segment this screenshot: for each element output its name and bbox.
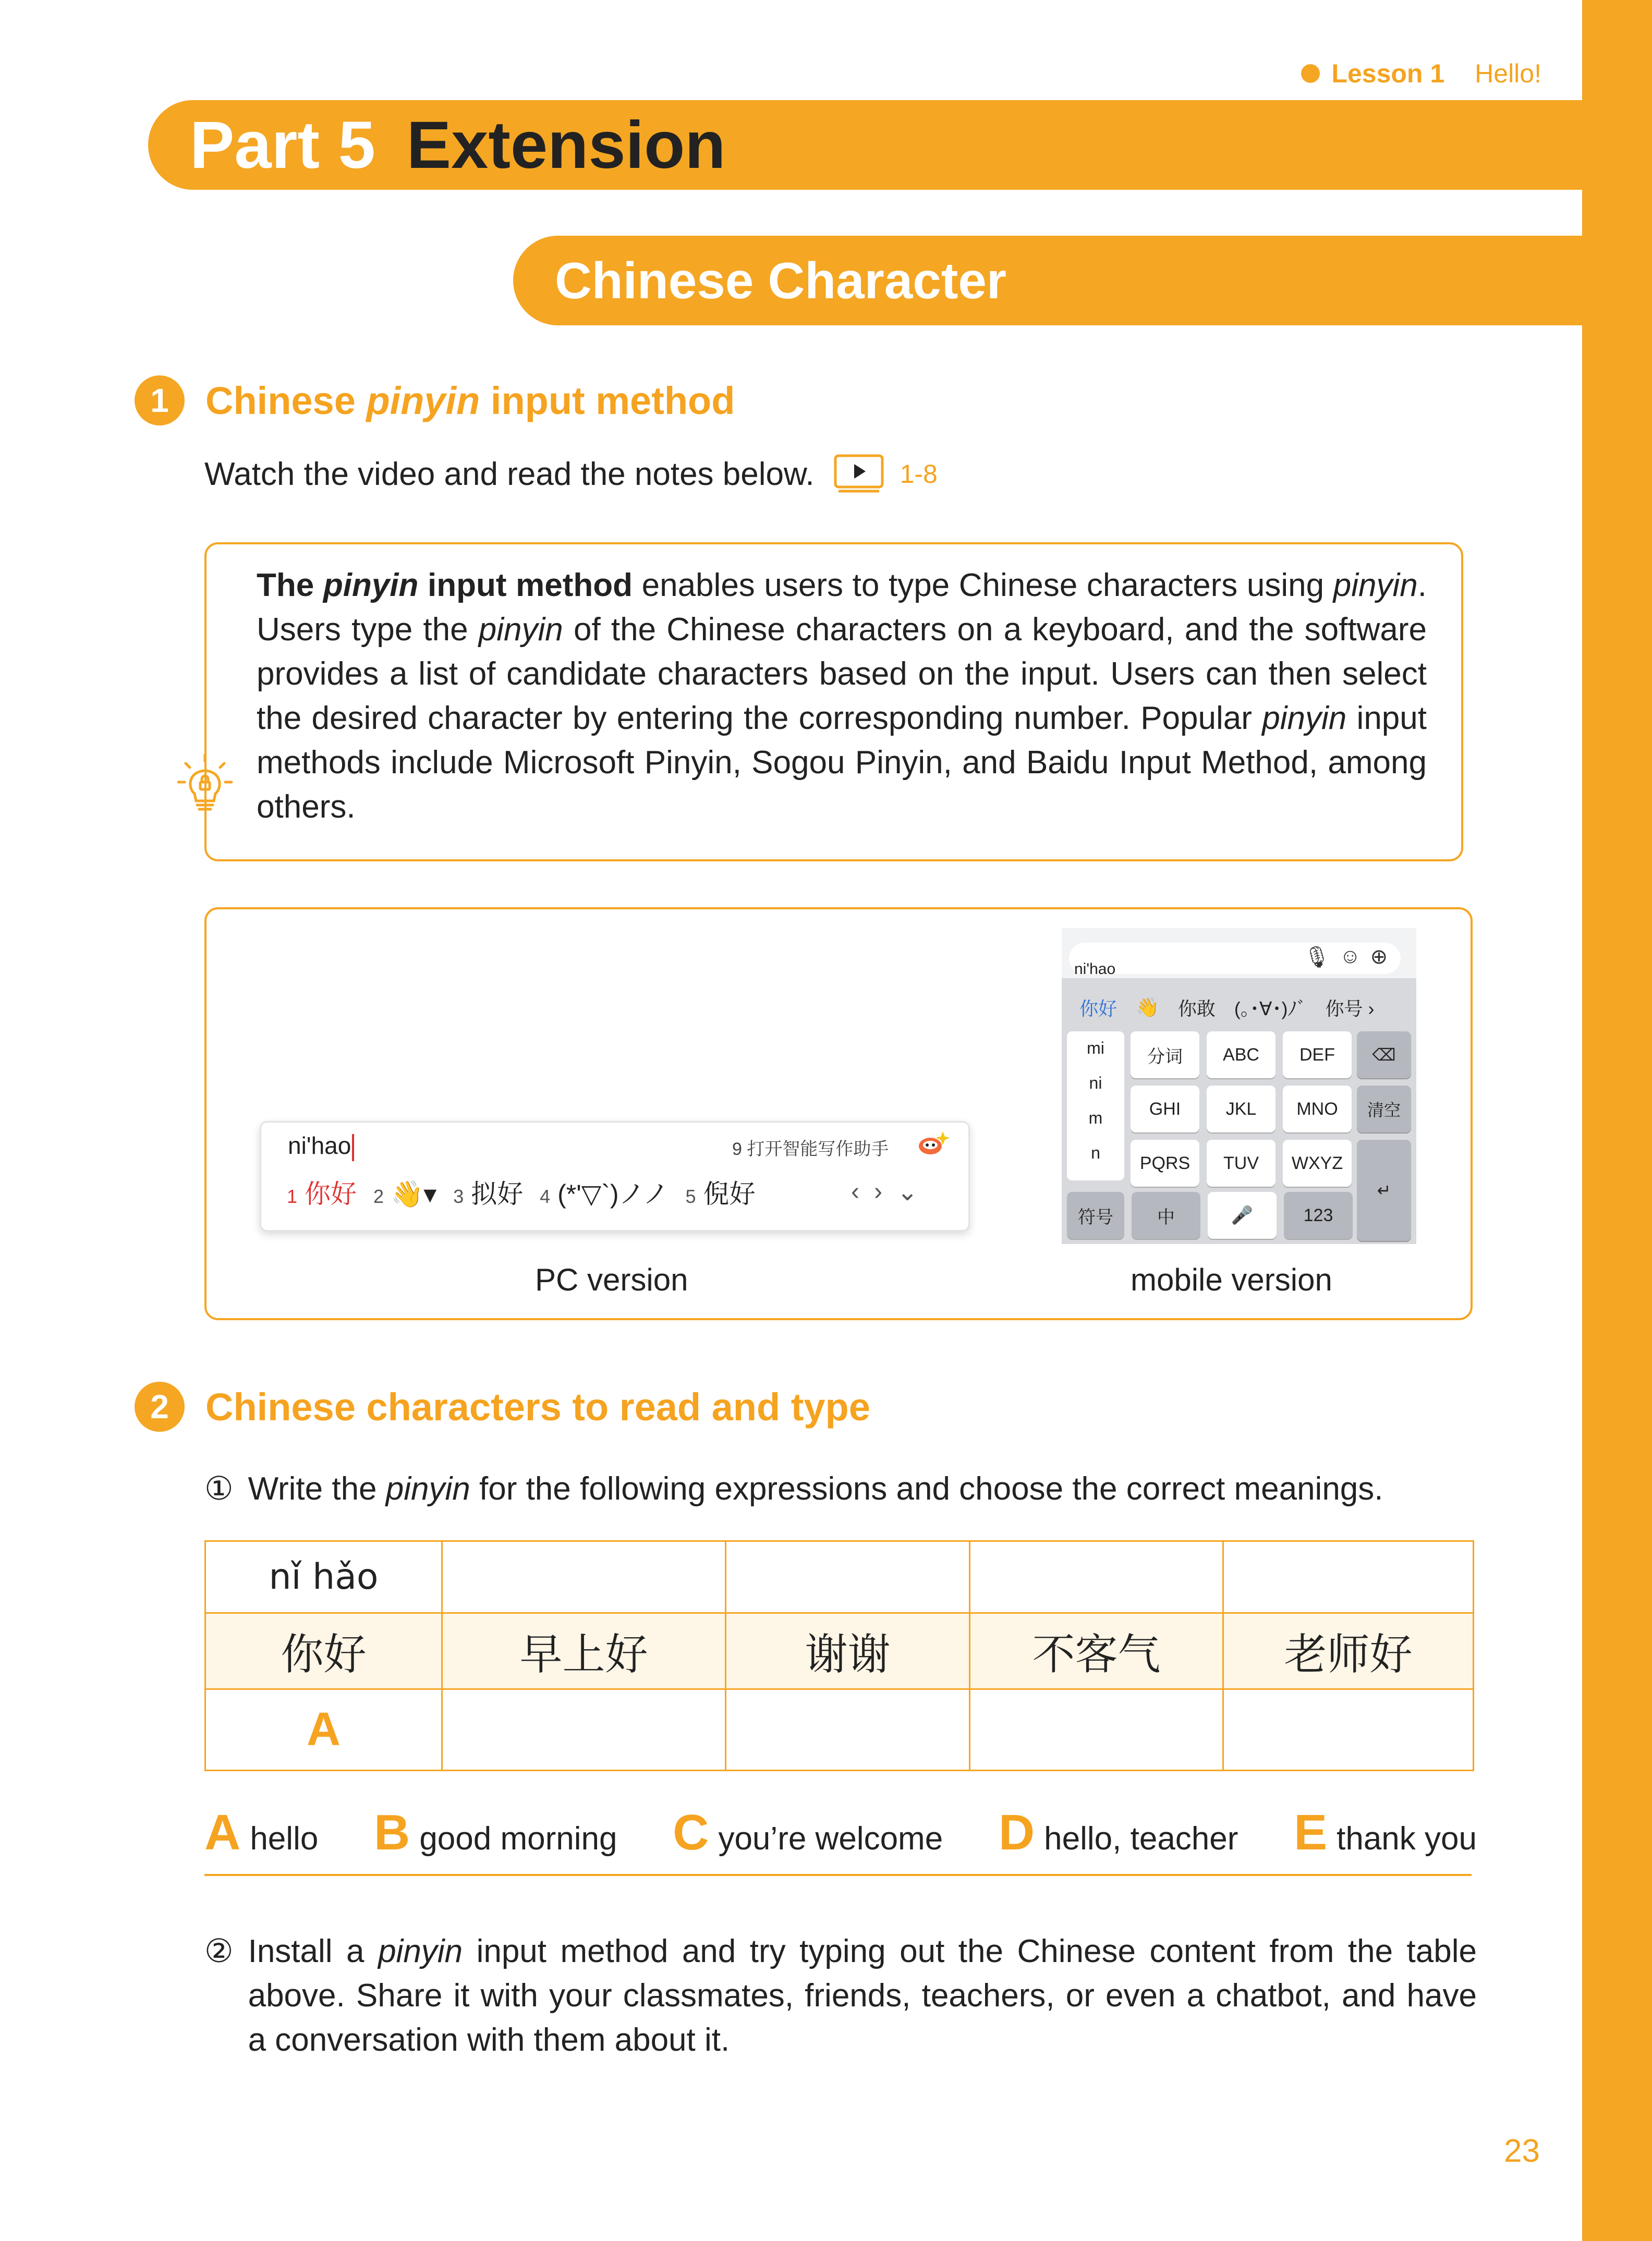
pc-version-caption: PC version — [535, 1262, 688, 1297]
answer-cell[interactable] — [442, 1689, 726, 1771]
note-bold-italic: pinyin — [323, 567, 419, 603]
answers-row — [205, 1689, 1474, 1771]
space-microphone-key[interactable]: 🎤 — [1208, 1192, 1277, 1239]
choice-letter: D — [998, 1805, 1035, 1860]
candidate-text: 你好 — [304, 1179, 357, 1209]
chevron-down-icon[interactable]: ⌄ — [896, 1178, 918, 1206]
page-number: 23 — [1504, 2133, 1540, 2169]
note-italic: pinyin — [478, 612, 563, 648]
chevron-right-icon[interactable]: › — [873, 1178, 882, 1205]
symbol-key[interactable]: 符号 — [1067, 1192, 1124, 1239]
note-italic: pinyin — [1262, 700, 1347, 736]
pinyin-cell[interactable] — [726, 1541, 970, 1613]
candidate-text: 倪好 — [703, 1179, 756, 1209]
mobile-candidate[interactable]: 你号 › — [1325, 997, 1375, 1019]
instruction-line — [204, 454, 938, 494]
text-cursor — [352, 1134, 354, 1161]
question-2-text — [248, 1929, 1477, 2062]
choice-text: good morning — [419, 1821, 617, 1857]
character-cell: 老师好 — [1223, 1613, 1474, 1689]
candidate-item[interactable] — [287, 1173, 357, 1211]
title-italic-text: pinyin — [366, 379, 480, 422]
candidate-item[interactable] — [540, 1173, 669, 1211]
clear-key[interactable]: 清空 — [1357, 1086, 1411, 1132]
instruction-text: Watch the video and read the notes below. — [204, 456, 815, 492]
character-cell: 你好 — [205, 1613, 442, 1689]
question-text: for the following expressions and choose the correct meanings. — [470, 1471, 1383, 1507]
answer-cell[interactable]: A — [205, 1689, 442, 1771]
divider-line — [204, 1874, 1472, 1876]
question-text: Install a — [248, 1933, 379, 1969]
note-text-run: of the Chinese characters on a keyboard, and the software provides a list of candidate characters based on the input. Users can then select the desired character by entering the corresponding number. Popular — [257, 612, 1427, 736]
section-title: Chinese Character — [555, 251, 1007, 309]
pc-assist-text[interactable]: 9 打开智能写作助手 — [732, 1139, 889, 1159]
candidate-index: 4 — [540, 1186, 551, 1207]
key[interactable]: ABC — [1207, 1031, 1276, 1078]
running-header — [1301, 58, 1541, 89]
section-number-badge: 1 — [135, 375, 185, 425]
choice-text: you’re welcome — [718, 1821, 943, 1857]
mobile-candidate[interactable]: (｡･∀･)ﾉﾞ — [1234, 997, 1307, 1019]
mobile-pinyin-options — [1067, 1031, 1124, 1180]
choice-letter: B — [373, 1805, 410, 1860]
pinyin-option[interactable]: mi — [1087, 1039, 1104, 1057]
candidate-index: 1 — [287, 1186, 298, 1207]
note-italic: pinyin — [1333, 567, 1418, 603]
note-text — [257, 563, 1427, 829]
pc-ime-input — [288, 1131, 354, 1161]
section-2-heading — [135, 1382, 870, 1432]
question-marker: ② — [204, 1933, 234, 1969]
chevron-left-icon[interactable]: ‹ — [851, 1178, 859, 1205]
choice-text: thank you — [1337, 1821, 1477, 1857]
choice-text: hello, teacher — [1044, 1821, 1238, 1857]
question-marker: ① — [204, 1471, 234, 1507]
candidate-text: 拟好 — [471, 1179, 524, 1209]
section-1-heading — [135, 375, 735, 425]
answer-cell[interactable] — [1223, 1689, 1474, 1771]
section-1-title — [205, 379, 735, 423]
lesson-label: Lesson 1 — [1331, 59, 1445, 88]
question-1 — [204, 1469, 1383, 1507]
pinyin-cell[interactable]: nǐ hǎo — [205, 1541, 442, 1613]
mobile-candidate[interactable]: 👋 — [1136, 996, 1159, 1018]
question-2 — [204, 1929, 1477, 2062]
candidate-index: 5 — [685, 1186, 696, 1207]
mobile-candidate-bar — [1062, 985, 1416, 1029]
note-bold: input method — [418, 567, 633, 603]
mobile-function-keys — [1357, 1031, 1411, 1241]
key[interactable]: DEF — [1283, 1031, 1352, 1078]
answer-cell[interactable] — [726, 1689, 970, 1771]
assistant-icon[interactable] — [914, 1128, 950, 1160]
plus-icon[interactable]: ⊕ — [1370, 945, 1388, 968]
note-text-run: input methods include Microsoft Pinyin, Sogou Pinyin, and Baidu Input Method, among others. — [257, 700, 1427, 825]
choice-item — [673, 1804, 943, 1861]
mobile-version-caption: mobile version — [1131, 1262, 1332, 1297]
bullet-dot-icon — [1301, 64, 1320, 83]
emoji-icon[interactable]: ☺ — [1339, 945, 1361, 968]
mobile-typed-text: ni'hao — [1074, 960, 1116, 978]
choice-text: hello — [250, 1821, 319, 1857]
key[interactable]: WXYZ — [1283, 1140, 1352, 1187]
lesson-title: Hello! — [1475, 59, 1541, 88]
mobile-bottom-row — [1067, 1192, 1353, 1239]
answer-cell[interactable] — [970, 1689, 1223, 1771]
choice-item — [374, 1804, 617, 1861]
choice-letter: E — [1294, 1805, 1328, 1860]
candidate-item[interactable] — [373, 1179, 436, 1210]
characters-row — [205, 1613, 1474, 1689]
mobile-key-grid — [1131, 1031, 1352, 1187]
pinyin-option[interactable]: ni — [1089, 1074, 1102, 1092]
key[interactable]: MNO — [1283, 1086, 1352, 1132]
microphone-icon[interactable]: 🎙 — [1304, 946, 1330, 969]
title-text: Chinese — [205, 379, 367, 422]
character-cell: 谢谢 — [726, 1613, 970, 1689]
candidate-text: 👋▾ — [391, 1179, 437, 1209]
title-text: input method — [480, 379, 735, 422]
pc-candidate-nav — [851, 1177, 918, 1207]
enter-key[interactable]: ↵ — [1357, 1140, 1411, 1241]
candidate-item[interactable] — [453, 1173, 523, 1211]
video-play-icon[interactable] — [833, 454, 884, 494]
mobile-candidate[interactable]: 你好 — [1079, 997, 1117, 1019]
meaning-choices — [204, 1804, 1477, 1861]
mobile-top-icons — [1304, 945, 1388, 969]
lightbulb-icon — [176, 753, 234, 813]
side-color-band — [1582, 0, 1652, 2241]
pinyin-option[interactable]: m — [1088, 1109, 1103, 1127]
choice-letter: C — [673, 1805, 709, 1860]
mobile-candidate[interactable]: 你敢 — [1177, 997, 1216, 1019]
note-text-run: enables users to type Chinese characters using — [633, 567, 1333, 603]
question-italic: pinyin — [378, 1933, 463, 1969]
video-reference[interactable]: 1-8 — [900, 459, 938, 489]
note-text-run: . Users type the — [257, 567, 1427, 648]
key[interactable]: GHI — [1131, 1086, 1199, 1132]
choice-letter: A — [204, 1805, 241, 1860]
candidate-text: (*'▽`)ノノ — [557, 1179, 669, 1209]
key[interactable]: 分词 — [1131, 1031, 1199, 1078]
note-bold: The — [257, 567, 323, 603]
candidate-index: 2 — [373, 1186, 384, 1207]
part-title: Extension — [406, 107, 726, 182]
part-number: Part 5 — [190, 107, 375, 182]
pinyin-option[interactable]: n — [1091, 1143, 1100, 1162]
section-banner — [513, 236, 1582, 325]
candidate-index: 3 — [453, 1186, 464, 1207]
question-text: Write the — [248, 1471, 386, 1507]
pinyin-row — [205, 1541, 1474, 1613]
pc-input-text: ni'hao — [288, 1132, 351, 1159]
chinese-toggle-key[interactable]: 中 — [1132, 1192, 1200, 1239]
pc-candidate-list — [287, 1173, 755, 1211]
key[interactable]: JKL — [1207, 1086, 1276, 1132]
backspace-key[interactable]: ⌫ — [1357, 1031, 1411, 1078]
number-key[interactable]: 123 — [1284, 1192, 1353, 1239]
key[interactable]: TUV — [1207, 1140, 1276, 1187]
choice-item — [1294, 1804, 1477, 1861]
candidate-item[interactable] — [686, 1173, 756, 1211]
character-cell: 不客气 — [970, 1613, 1223, 1689]
pinyin-cell[interactable] — [1223, 1541, 1474, 1613]
question-italic: pinyin — [385, 1471, 470, 1507]
section-2-title: Chinese characters to read and type — [205, 1385, 870, 1429]
expressions-table — [204, 1540, 1474, 1771]
pinyin-cell[interactable] — [442, 1541, 726, 1613]
part-banner — [148, 100, 1582, 190]
character-cell: 早上好 — [442, 1613, 726, 1689]
key[interactable]: PQRS — [1131, 1140, 1199, 1187]
pinyin-cell[interactable] — [970, 1541, 1223, 1613]
choice-item — [204, 1804, 318, 1861]
section-number-badge: 2 — [135, 1382, 185, 1432]
question-text: input method and try typing out the Chinese content from the table above. Share it with your classmates, friends, teachers, or even a chatbot, and have a conversation with them about it. — [248, 1933, 1477, 2058]
choice-item — [999, 1804, 1238, 1861]
